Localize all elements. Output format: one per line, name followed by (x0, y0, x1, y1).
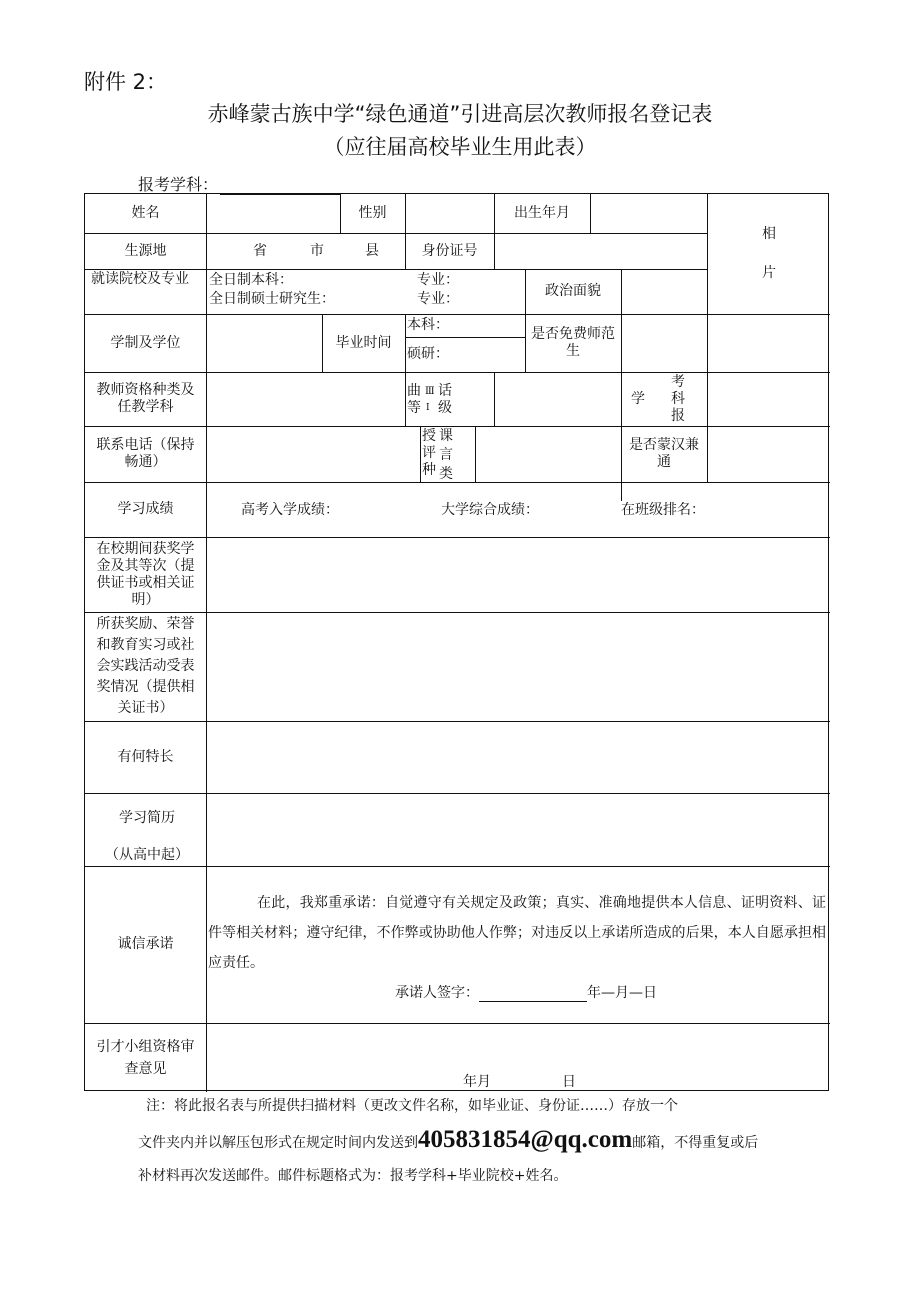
phone-label (85, 426, 206, 482)
photo-label-2: 片 (762, 265, 776, 281)
gender-input[interactable] (406, 194, 494, 233)
phone-text-2: 畅通） (124, 454, 167, 470)
lang-char-3: 种 (422, 462, 436, 478)
scholarship-text-3: 供证书或相关证 (96, 574, 195, 591)
birth-input[interactable] (591, 194, 707, 233)
mandarin-char-2: 等 (407, 400, 421, 416)
name-input[interactable] (207, 194, 340, 233)
awards-text-2: 和教育实习或社 (96, 637, 195, 653)
name-label: 姓名 (131, 205, 160, 221)
class-rank-label: 在班级排名： (621, 502, 705, 518)
exam-char-2: 科 (671, 391, 685, 407)
review-year-month: 年月 (463, 1074, 491, 1090)
degree-label: 学制及学位 (110, 334, 181, 351)
master-label: 硕研： (407, 346, 449, 362)
signature-row (395, 985, 657, 1002)
subject-label: 报考学科： (138, 175, 219, 194)
college-score-label: 大学综合成绩： (441, 502, 539, 518)
exam-char-4: 学 (631, 391, 645, 407)
bilingual-text-1: 是否蒙汉兼 (629, 437, 699, 453)
registration-form (84, 193, 829, 1091)
exam-char-1: 考 (671, 374, 685, 390)
school-major-label: 就读院校及专业 (91, 271, 189, 287)
attachment-label: 附件 2： (84, 70, 168, 94)
free-normal-label (525, 314, 621, 372)
signature-label: 承诺人签字： (395, 985, 479, 1001)
gaokao-label: 高考入学成绩： (241, 502, 339, 518)
mandarin-char-1: 曲 (407, 383, 421, 399)
mandarin-char-3: 话 (438, 383, 452, 399)
email-address[interactable]: 405831854@qq.com (418, 1126, 633, 1153)
note-line-3: 补材料再次发送邮件。邮件标题格式为：报考学科+毕业院校+姓名。 (138, 1168, 568, 1184)
fulltime-master-label: 全日制硕士研究生： (209, 291, 335, 307)
review-text-2: 查意见 (124, 1060, 167, 1077)
mandarin-char-4: 级 (438, 400, 452, 416)
awards-text-1: 所获奖励、荣誉 (96, 616, 195, 632)
integrity-label: 诚信承诺 (117, 936, 174, 952)
signature-date: 年—月—日 (587, 985, 657, 1001)
scholarship-text-1: 在校期间获奖学 (96, 540, 195, 557)
fulltime-bachelor-label: 全日制本科： (209, 272, 293, 288)
teacher-cert-text-2: 任教学科 (117, 399, 174, 415)
grad-time-label: 毕业时间 (335, 334, 392, 351)
phone-input[interactable] (207, 426, 420, 482)
subject-field[interactable] (138, 172, 340, 195)
scholarship-text-4: 明） (131, 591, 160, 608)
lang-char-4: 课 (439, 428, 453, 444)
lang-input[interactable] (476, 426, 621, 482)
resume-note: （从高中起） (105, 847, 189, 863)
origin-label: 生源地 (124, 242, 167, 259)
phone-text-1: 联系电话（保持 (96, 437, 195, 453)
teacher-cert-text-1: 教师资格种类及 (96, 382, 195, 398)
birth-label: 出生年月 (514, 205, 570, 221)
province-label: 省 (253, 243, 267, 259)
specialty-input[interactable] (207, 721, 830, 793)
bilingual-input[interactable] (708, 426, 830, 482)
note-line-2-end: 邮箱，不得重复或后 (632, 1135, 759, 1151)
scholarship-text-2: 金及其等次（提 (96, 557, 195, 574)
city-label: 市 (310, 243, 324, 259)
lang-char-1: 授 (422, 428, 436, 444)
form-subtitle: （应往届高校毕业生用此表） (323, 135, 597, 159)
awards-text-5: 关证书） (117, 700, 174, 716)
exam-char-3: 报 (671, 408, 685, 424)
awards-text-4: 奖情况（提供相 (96, 679, 195, 695)
pledge-text: 在此，我郑重承诺：自觉遵守有关规定及政策；真实、准确地提供本人信息、证明资料、证件等相关材料；遵守纪律，不作弊或协助他人作弊；对违反以上承诺所造成的后果，本人自愿承担相应责任。 (208, 895, 826, 971)
major-label-2: 专业： (417, 291, 459, 307)
lang-char-2: 评 (422, 445, 436, 461)
awards-label (85, 612, 206, 721)
lang-char-6: 类 (439, 466, 453, 482)
mandarin-mark-1: Ⅲ (425, 386, 435, 397)
bilingual-label (621, 426, 707, 482)
resume-label: 学习简历 (119, 810, 175, 826)
mandarin-mark-2: Ⅰ (426, 403, 430, 413)
specialty-label: 有何特长 (117, 748, 174, 765)
note-line-1: 注：将此报名表与所提供扫描材料（更改文件名称，如毕业证、身份证……）存放一个 (146, 1098, 678, 1114)
id-number-label: 身份证号 (421, 242, 478, 259)
photo-box[interactable] (708, 194, 830, 314)
review-day: 日 (562, 1074, 576, 1090)
signature-blank[interactable] (479, 989, 587, 1002)
review-input[interactable] (207, 1023, 830, 1092)
awards-text-3: 会实践活动受表 (96, 658, 195, 674)
resume-input[interactable] (207, 793, 830, 866)
grades-label: 学习成绩 (117, 501, 174, 517)
political-label: 政治面貌 (545, 283, 601, 299)
scholarship-input[interactable] (207, 537, 830, 612)
bachelor-label: 本科： (407, 317, 449, 333)
note-line-2-start: 文件夹内并以解压包形式在规定时间内发送到 (138, 1135, 418, 1151)
degree-input[interactable] (207, 314, 322, 372)
id-number-input[interactable] (495, 233, 707, 269)
review-text-1: 引才小组资格审 (96, 1038, 195, 1055)
awards-input[interactable] (207, 612, 830, 721)
political-input[interactable] (622, 269, 707, 314)
form-title: 赤峰蒙古族中学“绿色通道”引进高层次教师报名登记表 (207, 102, 713, 126)
photo-label-1: 相 (762, 226, 776, 242)
bilingual-text-2: 通 (657, 454, 671, 470)
review-label (85, 1023, 206, 1092)
major-label-1: 专业： (417, 272, 459, 288)
note-line-2 (138, 1126, 758, 1154)
scholarship-label (85, 537, 206, 612)
gender-label: 性别 (358, 205, 387, 221)
free-normal-text-1: 是否免费师范 (531, 326, 615, 342)
teacher-cert-label (85, 372, 206, 426)
free-normal-text-2: 生 (566, 343, 580, 359)
lang-char-5: 言 (439, 447, 453, 463)
county-label: 县 (365, 243, 379, 259)
